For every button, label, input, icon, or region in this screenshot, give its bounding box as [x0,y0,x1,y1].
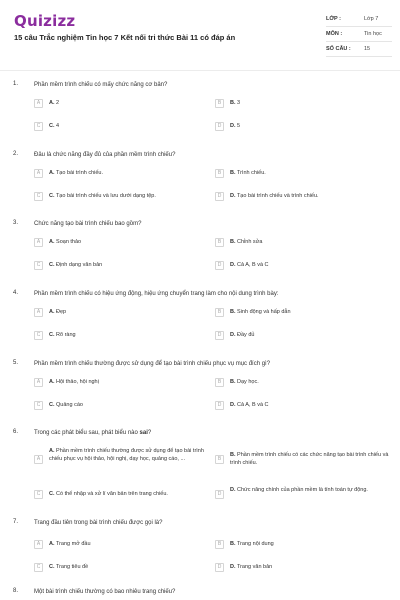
option-letter: B. [230,309,236,315]
option-letter: C. [49,262,55,268]
option-box[interactable]: A [34,308,43,317]
meta-divider [326,56,392,57]
option-text: 4 [56,123,60,129]
meta-divider [326,41,392,42]
question-number: 3. [13,220,19,226]
option-letter: A. [49,309,55,315]
option-letter: C. [49,491,55,497]
option-text: Trang mở đầu [55,541,91,547]
meta-subject-label: MÔN : [326,31,343,37]
question-text: Trang đầu tiên trong bài trình chiếu được gọi là? [34,520,163,526]
option-text: Trang văn bản [236,564,273,570]
option-letter: B. [230,170,236,176]
option-text: Trang tiêu đề [55,564,89,570]
option-text: 3 [237,100,241,106]
question-text-emphasis: sai [139,430,148,436]
option-box[interactable]: C [34,261,43,270]
option-letter: A. [49,379,55,385]
question-number: 2. [13,151,19,157]
option-letter: D. [230,262,236,268]
option-letter: A. [49,541,55,547]
question-number: 1. [13,81,19,87]
option-letter: C. [49,123,55,129]
option-box[interactable]: C [34,401,43,410]
question-text-end: ? [147,430,152,436]
option-box[interactable]: A [34,540,43,549]
option-letter: B. [230,100,236,106]
option-letter: D. [230,123,236,129]
question-text: Phần mềm trình chiếu có mấy chức năng cơ bản? [34,82,168,88]
option-text: Trình chiếu. [236,170,266,176]
question-text: Đâu là chức năng đầy đủ của phần mềm trình chiếu? [34,152,176,158]
option-box[interactable]: A [34,238,43,247]
question-number: 4. [13,290,19,296]
option-text: Đầy đủ [237,332,255,338]
meta-count-value: 15 [364,46,371,52]
option-box[interactable]: B [215,99,224,108]
option-letter: D. [230,487,236,493]
option-box[interactable]: A [34,99,43,108]
option-text: Tạo bài trình chiếu và trình chiếu. [236,193,319,199]
option-text: Quảng cáo [56,402,83,408]
option-box[interactable]: D [215,401,224,410]
option-text: Có thể nhập và xử lí văn bản trên trang chiếu. [56,491,168,497]
question-text: Một bài trình chiếu thường có bao nhiêu trang chiếu? [34,589,176,595]
option-letter: D. [230,193,236,199]
option-text: Phần mềm trình chiếu thường được sử dụng để tạo bài trình chiếu phục vụ hội thảo, hội nghị, dạy học, quảng cáo, ... [49,448,204,462]
option-box[interactable]: B [215,378,224,387]
option-text: Dạy học. [237,379,259,385]
option-text: 2 [56,100,60,106]
option-letter: B. [230,452,236,458]
quizizz-logo: Quizizz [14,12,76,30]
option-text: Chỉnh sửa [237,239,263,245]
option-letter: C. [49,564,55,570]
option-box[interactable]: D [215,490,224,499]
option-text: Phần mềm trình chiếu có các chức năng tạo bài trình chiếu và trình chiếu. [230,452,389,466]
option-letter: D. [230,564,236,570]
header-divider [0,70,400,71]
option-letter: B. [230,239,236,245]
option-box[interactable]: A [34,169,43,178]
question-text [34,429,344,437]
meta-count-label: SỐ CÂU : [326,46,351,52]
option-letter: A. [49,170,55,176]
option-letter: C. [49,193,55,199]
option-text: 5 [237,123,241,129]
option-letter: B. [230,541,236,547]
question-number: 7. [13,519,19,525]
question-text: Chức năng tạo bài trình chiếu bao gồm? [34,221,142,227]
question-text: Phần mềm trình chiếu có hiệu ứng động, hiệu ứng chuyển trang làm cho nội dung trình bày: [34,291,279,297]
meta-subject-value: Tin học [364,31,382,37]
option-box[interactable]: B [215,540,224,549]
option-letter: C. [49,332,55,338]
option-box[interactable]: C [34,192,43,201]
option-letter: A. [49,448,55,454]
option-text: Soạn thảo [56,239,82,245]
option-box[interactable]: B [215,169,224,178]
question-text-start: Trong các phát biểu sau, phát biểu nào [34,430,138,436]
option-text: Cả A, B và C [237,262,269,268]
option-text: Rõ ràng [56,332,76,338]
option-box[interactable]: C [34,563,43,572]
option-letter: D. [230,402,236,408]
option-text: Cả A, B và C [237,402,269,408]
option-box[interactable]: C [34,490,43,499]
option-box[interactable]: D [215,192,224,201]
option-text: Đẹp [56,309,67,315]
option-box[interactable]: A [34,378,43,387]
question-number: 5. [13,360,19,366]
option-letter: A. [49,239,55,245]
question-number: 6. [13,429,19,435]
meta-divider [326,26,392,27]
meta-class-label: LỚP : [326,16,341,22]
option-box[interactable]: C [34,122,43,131]
option-box[interactable]: D [215,563,224,572]
meta-class-value: Lớp 7 [364,16,379,22]
option-box[interactable]: D [215,331,224,340]
option-letter: C. [49,402,55,408]
option-box[interactable]: D [215,122,224,131]
option-text: Tạo bài trình chiếu. [55,170,104,176]
option-text: Trang nội dung [236,541,274,547]
worksheet-header [0,0,400,70]
option-box[interactable]: A [34,455,43,464]
option-box[interactable]: D [215,261,224,270]
option-text: Sinh động và hấp dẫn [237,309,291,315]
option-box[interactable]: C [34,331,43,340]
option-text: Định dạng văn bản [56,262,103,268]
worksheet-title: 15 câu Trắc nghiệm Tin học 7 Kết nối tri thức Bài 11 có đáp án [14,33,236,42]
option-box[interactable]: B [215,238,224,247]
option-letter: B. [230,379,236,385]
question-text: Phần mềm trình chiếu thường được sử dụng để tạo bài trình chiếu phục vụ mục đích gì? [34,361,271,367]
option-text: Chức năng chính của phần mềm là tính toán tự động. [237,487,368,493]
question-number: 8. [13,588,19,594]
option-letter: A. [49,100,55,106]
option-text: Hội thảo, hội nghị [56,379,99,385]
option-letter: D. [230,332,236,338]
option-box[interactable]: B [215,308,224,317]
option-box[interactable]: B [215,455,224,464]
option-text: Tạo bài trình chiếu và lưu dưới dạng tệp. [55,193,156,199]
